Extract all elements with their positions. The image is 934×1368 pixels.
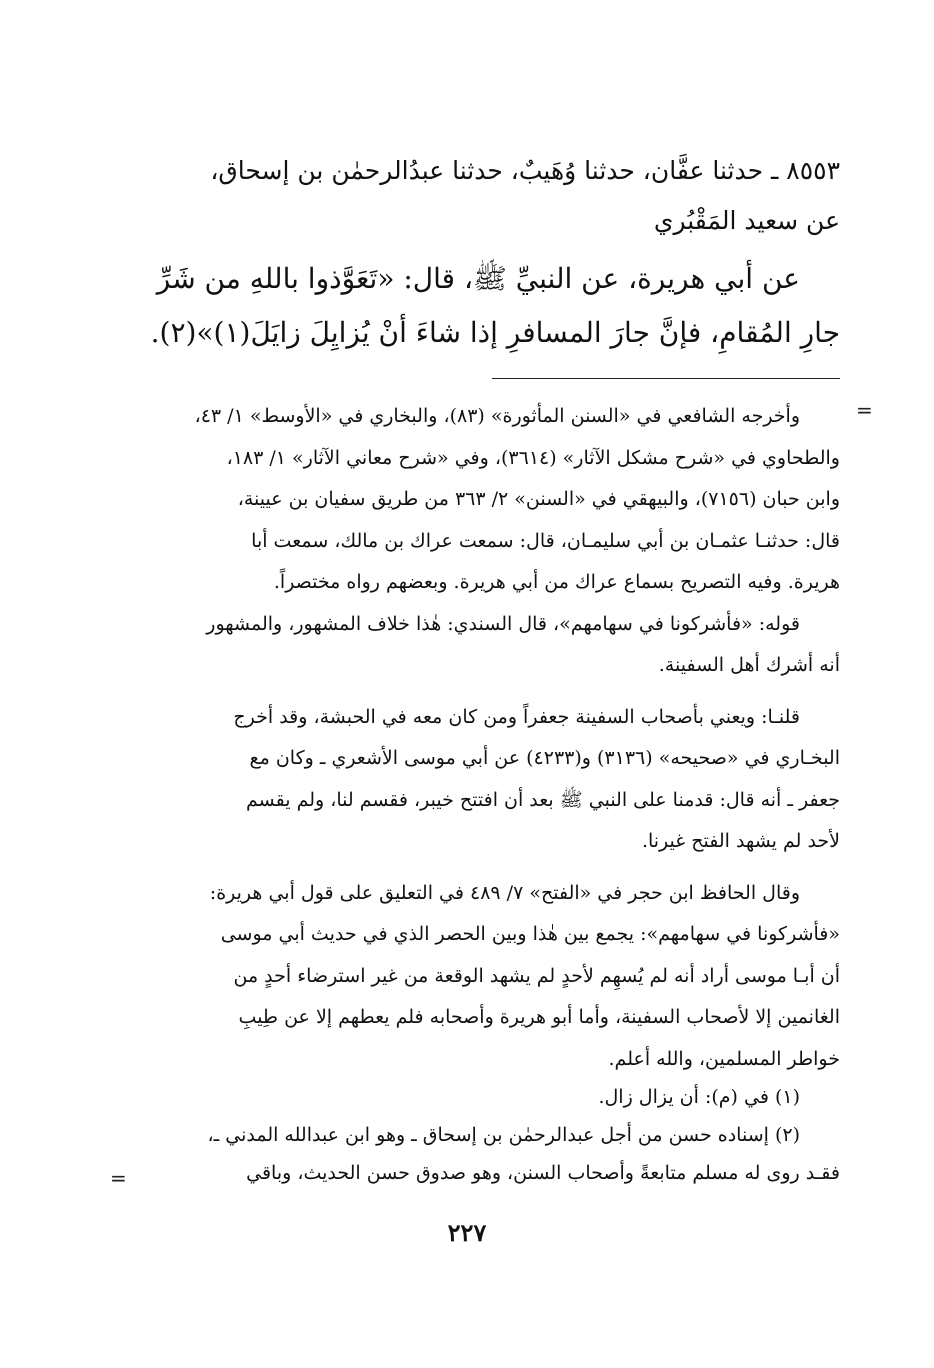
commentary-line: «فأشركونا في سهامهم»: يجمع بين هٰذا وبين الحصر الذي في حديث أبي موسى xyxy=(220,923,840,945)
commentary-line: البخـاري في «صحيحه» (٣١٣٦) و(٤٢٣٣) عن أبي موسى الأشعري ـ وكان مع xyxy=(249,747,840,769)
footnote-line: فقـد روى له مسلم متابعةً وأصحاب السنن، وهو صدوق حسن الحديث، وباقي xyxy=(246,1162,840,1184)
hadith-text-line: عن أبي هريرة، عن النبيِّ ﷺ، قال: «تَعَوَّذوا باللهِ من شَرِّ xyxy=(156,262,800,295)
footnote-line: (٢) إسناده حسن من أجل عبدالرحمٰن بن إسحاق ـ وهو ابن عبدالله المدني ـ، xyxy=(207,1124,800,1146)
commentary-paragraph xyxy=(140,396,840,604)
commentary-paragraph xyxy=(140,697,840,863)
hadith-header-line: عن سعيد المَقْبُري xyxy=(653,206,840,235)
hadith-header xyxy=(140,146,840,246)
commentary-line: أن أبـا موسى أراد أنه لم يُسهِم لأحدٍ لم يشهد الوقعة من غير استرضاء أحدٍ من xyxy=(233,964,840,987)
commentary-line: أنه أشرك أهل السفينة. xyxy=(658,654,840,676)
commentary-paragraph xyxy=(140,873,840,1081)
continuation-mark: = xyxy=(856,398,873,422)
commentary-line: وأخرجه الشافعي في «السنن المأثورة» (٨٣)، والبخاري في «الأوسط» ١/ ٤٣، xyxy=(194,405,800,427)
commentary-line: قوله: «فأشركونا في سهامهم»، قال السندي: هٰذا خلاف المشهور، والمشهور xyxy=(206,612,800,635)
commentary-line: قال: حدثنـا عثمـان بن أبي سليمـان، قال: سمعت عراك بن مالك، سمعت أبا xyxy=(251,529,840,552)
commentary-line: هريرة. وفيه التصريح بسماع عراك من أبي هريرة. وبعضهم رواه مختصراً. xyxy=(273,571,840,593)
footnote-divider xyxy=(492,378,840,379)
hadith-text-line: جارِ المُقامِ، فإنَّ جارَ المسافرِ إذا شاءَ أنْ يُزايِلَ زايَلَ(١)»(٢). xyxy=(150,316,840,349)
commentary-line: الغانمين إلا لأصحاب السفينة، وأما أبو هريرة وأصحابه فلم يعطهم إلا عن طِيبِ xyxy=(238,1006,840,1028)
commentary-line: لأحد لم يشهد الفتح غيرنا. xyxy=(641,830,840,852)
page-number: ٢٢٧ xyxy=(447,1218,487,1247)
commentary-line: خواطر المسلمين، والله أعلم. xyxy=(608,1047,840,1070)
commentary-line: جعفر ـ أنه قال: قدمنا على النبي ﷺ بعد أن افتتح خيبر، فقسم لنا، ولم يقسم xyxy=(246,788,840,811)
commentary-line: والطحاوي في «شرح مشكل الآثار» (٣٦١٤)، وفي «شرح معاني الآثار» ١/ ١٨٣، xyxy=(226,446,840,469)
hadith-header-line: ٨٥٥٣ ـ حدثنا عفَّان، حدثنا وُهَيبٌ، حدثنا عبدُالرحمٰن بن إسحاق، xyxy=(210,156,840,185)
continuation-mark: = xyxy=(110,1166,127,1190)
footnotes xyxy=(140,1078,840,1192)
commentary-paragraph xyxy=(140,604,840,687)
hadith-text xyxy=(140,252,840,360)
footnote-line: (١) في (م): أن يزال زال. xyxy=(598,1086,800,1108)
commentary-line: وابن حبان (٧١٥٦)، والبيهقي في «السنن» ٢/ ٣٦٣ من طريق سفيان بن عيينة، xyxy=(237,488,840,510)
commentary xyxy=(140,396,840,1080)
commentary-line: وقال الحافظ ابن حجر في «الفتح» ٧/ ٤٨٩ في التعليق على قول أبي هريرة: xyxy=(209,881,800,904)
commentary-line: قلنـا: ويعني بأصحاب السفينة جعفراً ومن كان معه في الحبشة، وقد أخرج xyxy=(233,705,800,728)
